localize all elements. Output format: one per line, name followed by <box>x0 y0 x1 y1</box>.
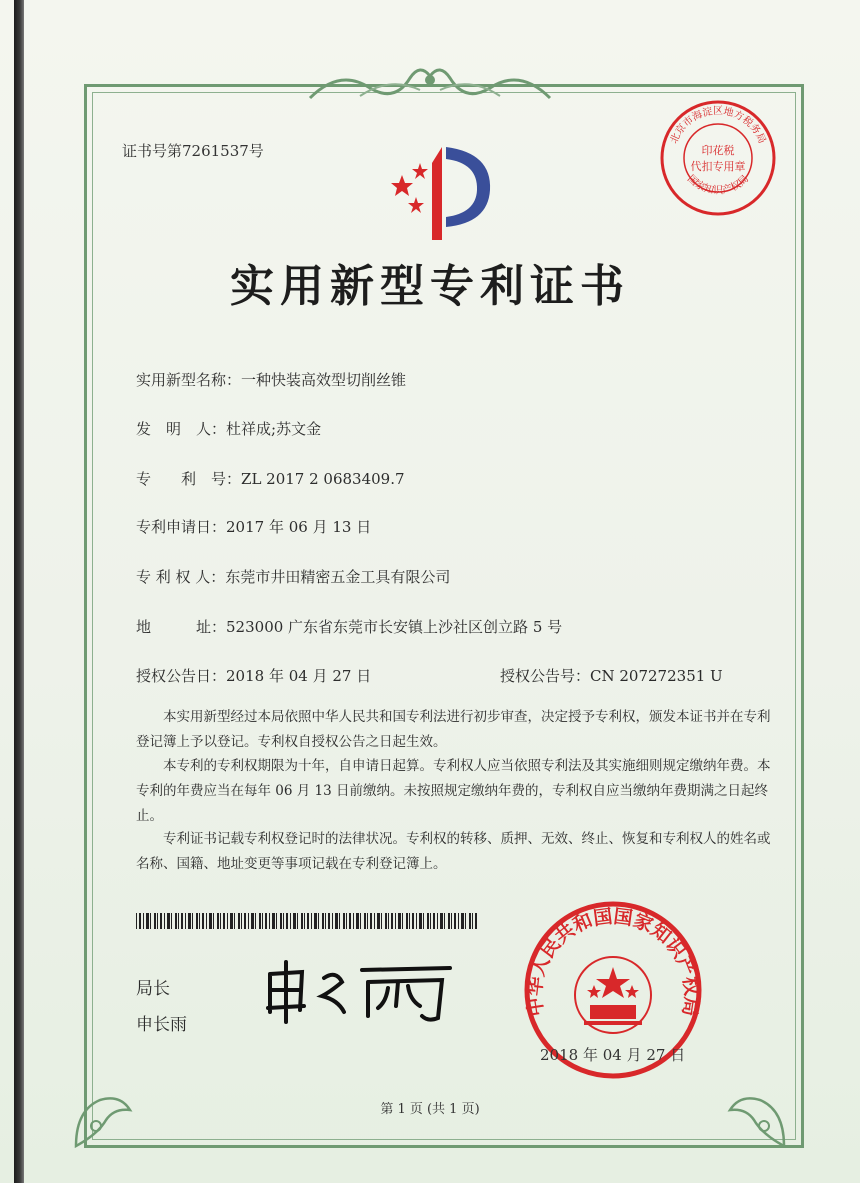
field-value: 523000 广东省东莞市长安镇上沙社区创立路 5 号 <box>226 618 563 636</box>
director-title: 局长 <box>136 979 170 999</box>
application-date-row <box>136 516 371 537</box>
paragraph-legal-status: 专利证书记载专利权登记时的法律状况。专利权的转移、质押、无效、终止、恢复和专利权人的姓名或名称、国籍、地址变更等事项记载在专利登记簿上。 <box>136 831 771 872</box>
address-row <box>136 616 562 637</box>
page-footer: 第 1 页 (共 1 页) <box>380 1102 480 1117</box>
field-value: 杜祥成;苏文金 <box>226 420 322 438</box>
field-label: 专 利 号： <box>136 470 242 488</box>
signature-icon <box>258 956 458 1026</box>
seal-line-1: 印花税 <box>701 144 735 157</box>
field-label: 授权公告日： <box>136 667 227 685</box>
patent-number-row <box>136 468 405 489</box>
patentee-row <box>136 566 450 587</box>
seal-ring-text: 中华人民共和国国家知识产权局 <box>523 905 703 1018</box>
field-value: ZL 2017 2 0683409.7 <box>241 470 405 488</box>
field-value: 2017 年 06 月 13 日 <box>226 518 372 536</box>
paragraph-term: 本专利的专利权期限为十年，自申请日起算。专利权人应当依照专利法及其实施细则规定缴纳年费。本专利的年费应当在每年 06 月 13 日前缴纳。未按照规定缴纳年费的，专利权自应当缴纳年费期满之日起终止。 <box>136 758 771 824</box>
publication-date-row <box>136 665 371 686</box>
utility-model-name-row <box>136 369 406 390</box>
certificate-number: 证书号第7261537号 <box>122 142 264 160</box>
national-emblem-icon <box>575 957 651 1033</box>
field-value: CN 207272351 U <box>590 667 723 685</box>
certificate-title: 实用新型专利证书 <box>230 261 630 312</box>
field-value: 一种快装高效型切削丝锥 <box>241 371 407 389</box>
paragraph-grant: 本实用新型经过本局依照中华人民共和国专利法进行初步审查，决定授予专利权，颁发本证书并在专利登记簿上予以登记。专利权自授权公告之日起生效。 <box>136 709 771 750</box>
field-label: 授权公告号： <box>500 667 591 685</box>
field-label: 专 利 权 人： <box>136 568 226 586</box>
field-label: 地 址： <box>136 618 227 636</box>
binding-spine <box>14 0 24 1183</box>
seal-outer-text: 北京市海淀区地方税务局 <box>668 106 768 146</box>
seal-date: 2018 年 04 月 27 日 <box>540 1046 686 1064</box>
publication-number-row <box>500 665 723 686</box>
field-label: 专利申请日： <box>136 518 227 536</box>
seal-line-2: 代扣专用章 <box>690 160 746 173</box>
field-value: 2018 年 04 月 27 日 <box>226 667 372 685</box>
field-label: 发 明 人： <box>136 420 227 438</box>
field-value: 东莞市井田精密五金工具有限公司 <box>225 568 451 586</box>
inventor-row <box>136 418 321 439</box>
director-name: 申长雨 <box>136 1015 187 1035</box>
seal-bottom-text: 国家知识产权局 <box>684 173 752 197</box>
tax-stamp-seal <box>656 96 780 220</box>
cnipa-logo-icon <box>380 135 500 245</box>
svg-text:中华人民共和国国家知识产权局 <box>523 906 704 1018</box>
top-ornament-icon <box>300 58 560 108</box>
barcode <box>136 913 478 929</box>
field-label: 实用新型名称： <box>136 371 242 389</box>
svg-text:北京市海淀区地方税务局 <box>668 104 768 145</box>
svg-text:国家知识产权局 <box>685 173 751 197</box>
